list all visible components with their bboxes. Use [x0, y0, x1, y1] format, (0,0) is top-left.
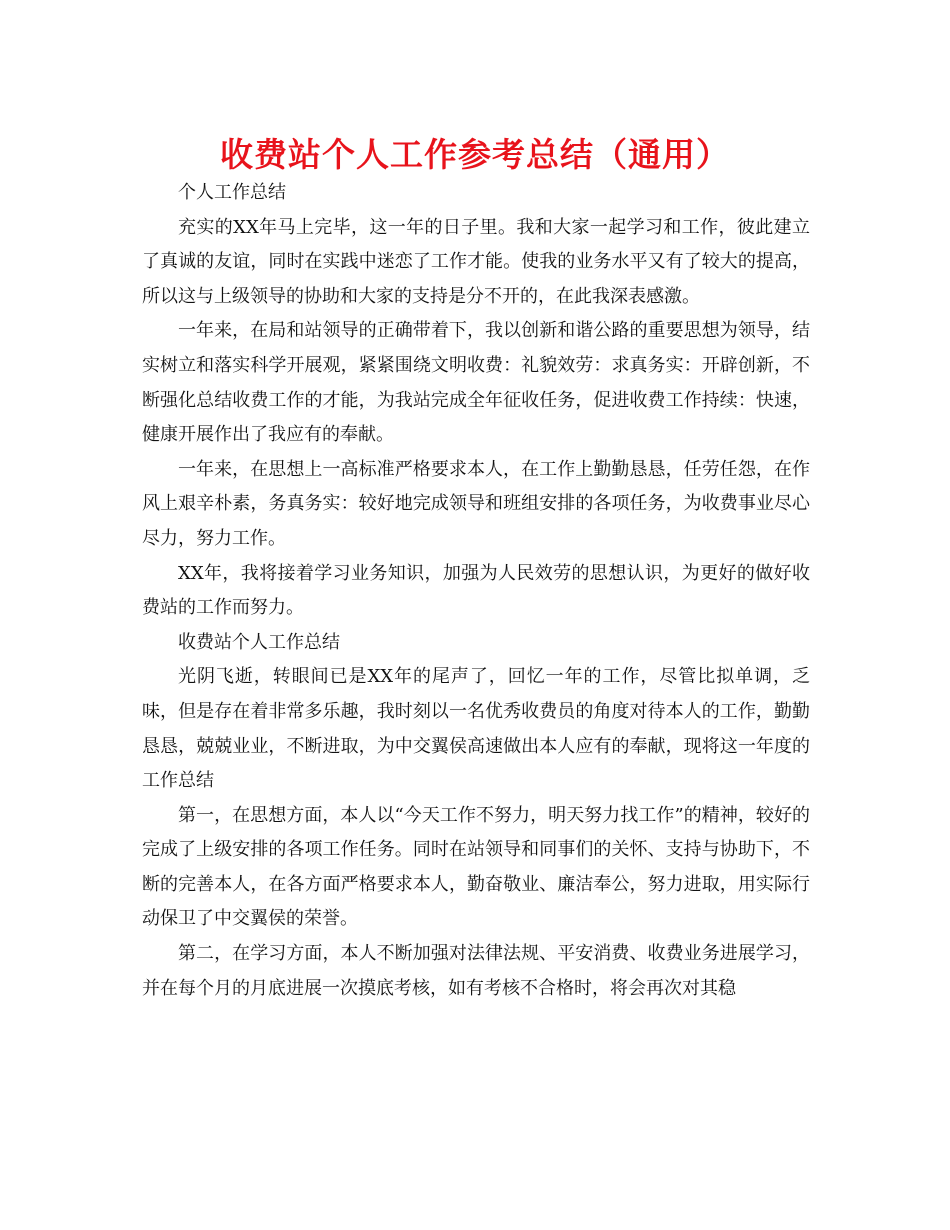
body-paragraph: 一年来，在思想上一高标准严格要求本人，在工作上勤勤恳恳，任劳任怨，在作风上艰辛朴素，务真务实：较好地完成领导和班组安排的各项任务，为收费事业尽心尽力，努力工作。 — [142, 458, 810, 549]
body-paragraph: 一年来，在局和站领导的正确带着下，我以创新和谐公路的重要思想为领导，结实树立和落实科学开展观，紧紧围绕文明收费：礼貌效劳：求真务实：开辟创新，不断强化总结收费工作的才能，为我站完成全年征收任务，促进收费工作持续：快速，健康开展作出了我应有的奉献。 — [142, 320, 810, 446]
document-title: 收费站个人工作参考总结（通用） — [220, 135, 730, 174]
body-paragraph: 光阴飞逝，转眼间已是XX年的尾声了，回忆一年的工作，尽管比拟单调，乏味，但是存在着非常多乐趣，我时刻以一名优秀收费员的角度对待本人的工作，勤勤恳恳，兢兢业业，不断进取，为中交翼侯高速做出本人应有的奉献，现将这一年度的工作总结 — [142, 666, 810, 792]
body-paragraph: 第一，在思想方面，本人以“今天工作不努力，明天努力找工作”的精神，较好的完成了上级安排的各项工作任务。同时在站领导和同事们的关怀、支持与协助下，不断的完善本人，在各方面严格要求本人，勤奋敬业、廉洁奉公，努力进取，用实际行动保卫了中交翼侯的荣誉。 — [142, 804, 810, 930]
document-body — [142, 176, 810, 1006]
body-paragraph: 充实的XX年马上完毕，这一年的日子里。我和大家一起学习和工作，彼此建立了真诚的友谊，同时在实践中迷恋了工作才能。使我的业务水平又有了较大的提高，所以这与上级领导的协助和大家的支持是分不开的，在此我深表感激。 — [142, 216, 810, 307]
body-paragraph: 第二，在学习方面，本人不断加强对法律法规、平安消费、收费业务进展学习，并在每个月的月底进展一次摸底考核，如有考核不合格时，将会再次对其稳 — [142, 943, 810, 999]
section-heading-toll-station-summary: 收费站个人工作总结 — [178, 631, 340, 653]
body-paragraph: XX年，我将接着学习业务知识，加强为人民效劳的思想认识，为更好的做好收费站的工作而努力。 — [142, 562, 810, 619]
section-heading-personal-summary: 个人工作总结 — [178, 182, 286, 203]
